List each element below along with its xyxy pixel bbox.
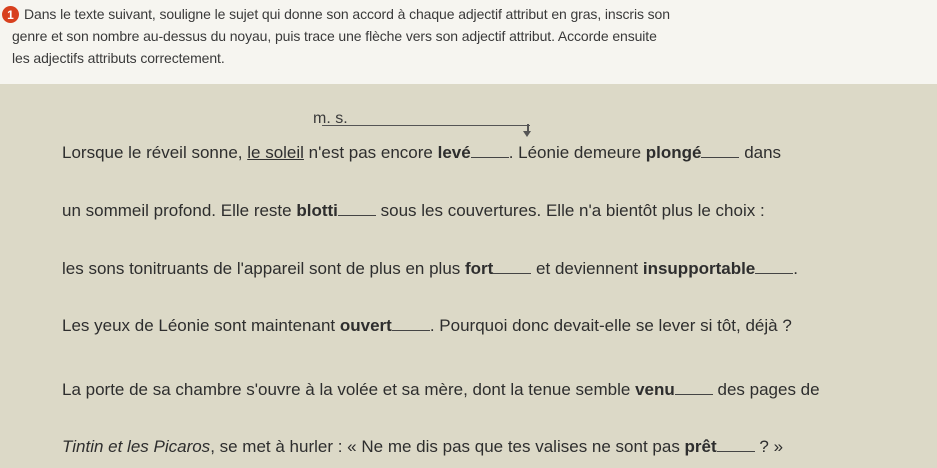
answer-blank[interactable] (493, 260, 531, 274)
instructions-line-1: Dans le texte suivant, souligne le sujet qui donne son accord à chaque adjectif attribut en gras, inscris son (24, 6, 670, 22)
adjective-attribut: prêt (684, 437, 717, 456)
answer-blank[interactable] (755, 260, 793, 274)
instructions-line-2: genre et son nombre au-dessus du noyau, puis trace une flèche vers son adjectif attribut. Accorde ensuite (12, 28, 657, 44)
instructions-line-3: les adjectifs attributs correctement. (12, 50, 225, 66)
answer-blank[interactable] (471, 144, 509, 158)
text-line-5: La porte de sa chambre s'ouvre à la volée et sa mère, dont la tenue semble venu des pages de (62, 380, 820, 399)
answer-blank[interactable] (675, 381, 713, 395)
answer-blank[interactable] (701, 144, 739, 158)
gender-number-annotation: m. s. (313, 110, 348, 127)
adjective-attribut: insupportable (642, 259, 756, 278)
answer-blank[interactable] (717, 438, 755, 452)
adjective-attribut: fort (465, 259, 494, 278)
adjective-attribut: plongé (645, 143, 702, 162)
text-line-2: un sommeil profond. Elle reste blotti sous les couvertures. Elle n'a bientôt plus le choix : (62, 201, 765, 220)
book-title: Tintin et les Picaros (62, 437, 211, 456)
annotation-arrowhead-icon (523, 131, 531, 137)
instructions-block (0, 0, 937, 84)
underlined-subject: le soleil (247, 143, 304, 162)
text-line-3: les sons tonitruants de l'appareil sont de plus en plus fort et deviennent insupportable . (62, 259, 798, 278)
adjective-attribut: levé (437, 143, 471, 162)
adjective-attribut: venu (635, 380, 675, 399)
adjective-attribut: blotti (296, 201, 338, 220)
answer-blank[interactable] (392, 317, 430, 331)
text-line-1: Lorsque le réveil sonne, le soleil n'est pas encore levé . Léonie demeure plongé dans (62, 143, 782, 162)
annotation-arrow-line (322, 125, 530, 126)
text-line-6: Tintin et les Picaros, se met à hurler : « Ne me dis pas que tes valises ne sont pas prêt ? » (62, 437, 784, 456)
instructions-text (12, 3, 929, 69)
adjective-attribut: ouvert (339, 316, 392, 335)
text-line-4: Les yeux de Léonie sont maintenant ouvert . Pourquoi donc devait-elle se lever si tôt, déjà ? (62, 316, 792, 335)
answer-blank[interactable] (338, 202, 376, 216)
exercise-number-badge: 1 (2, 6, 19, 23)
